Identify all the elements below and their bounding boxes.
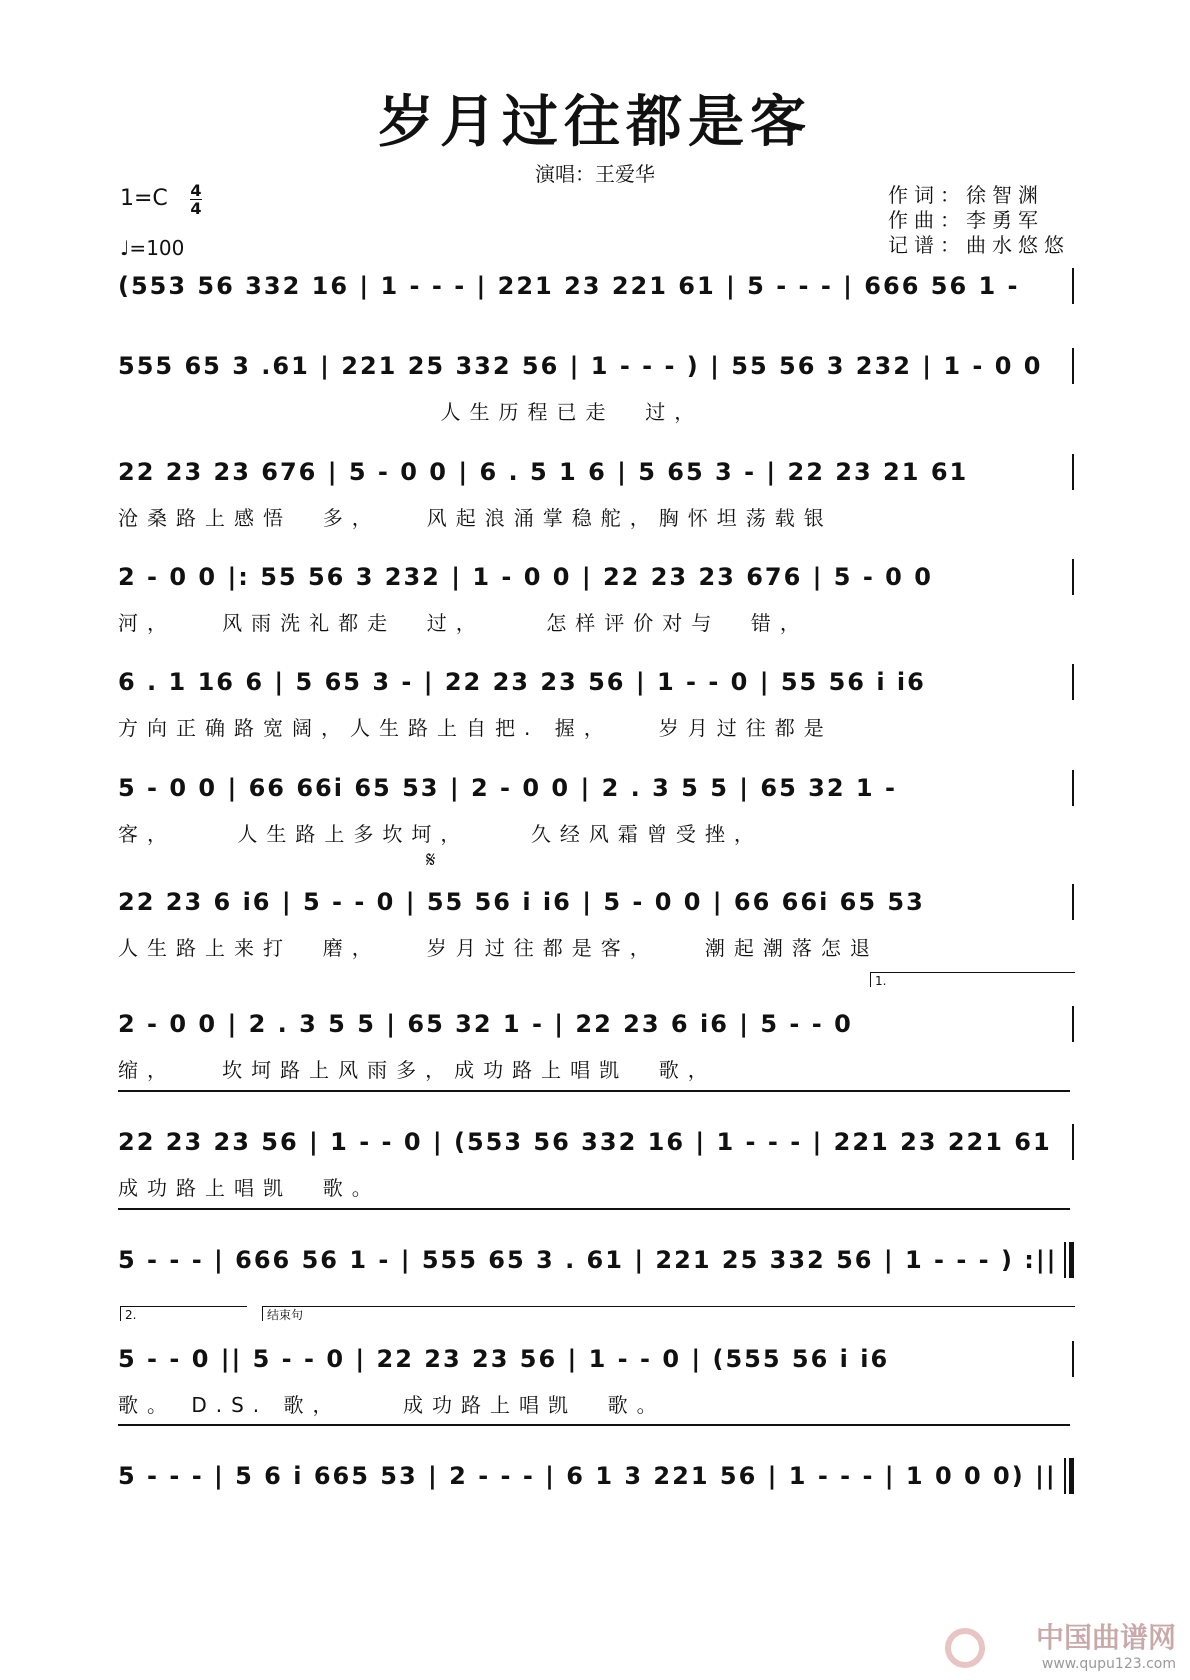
lyric-line: 成功路上唱凯 歌。	[118, 1176, 381, 1200]
note-sequence: 22 23 6 i6 | 5 - - 0 | 55 56 i i6 | 5 - 0 0 | 66 66i 65 53	[118, 888, 925, 916]
note-sequence: 22 23 23 676 | 5 - 0 0 | 6 . 5 1 6 | 5 65 3 - | 22 23 21 61	[118, 458, 969, 486]
separator-rule	[118, 1208, 1070, 1210]
ending-phrase: 结束句	[262, 1306, 1075, 1321]
lyricist: 作词：徐智渊	[888, 183, 1044, 207]
separator-rule	[118, 1090, 1070, 1092]
credits	[888, 183, 1070, 258]
note-sequence: 22 23 23 56 | 1 - - 0 | (553 56 332 16 | 1 - - - | 221 23 221 61	[118, 1128, 1052, 1156]
lyric-line: 歌。 D.S. 歌， 成功路上唱凯 歌。	[118, 1393, 666, 1417]
note-sequence: 5 - - 0 || 5 - - 0 | 22 23 23 56 | 1 - - 0 | (555 56 i i6	[118, 1345, 890, 1373]
score-title: 岁月过往都是客	[378, 89, 812, 155]
note-sequence: (553 56 332 16 | 1 - - - | 221 23 221 61 | 5 - - - | 666 56 1 -	[118, 272, 1020, 300]
separator-rule	[118, 1424, 1070, 1426]
bar-line	[1072, 1006, 1074, 1042]
bar-line	[1064, 1458, 1074, 1494]
transcriber: 记谱：曲水悠悠	[888, 233, 1070, 257]
bar-line	[1072, 268, 1074, 304]
note-sequence: 5 - - - | 5 6 i 665 53 | 2 - - - | 6 1 3 221 56 | 1 - - - | 1 0 0 0) ||	[118, 1462, 1057, 1490]
bar-line	[1064, 1242, 1074, 1278]
bar-line	[1072, 770, 1074, 806]
bar-line	[1072, 348, 1074, 384]
key-signature: 1=C	[120, 186, 168, 211]
time-bottom: 4	[190, 199, 202, 218]
volta-first: 1.	[870, 972, 1075, 987]
composer: 作曲：李勇军	[888, 208, 1044, 232]
lyric-line: 缩， 坎坷路上风雨多，成功路上唱凯 歌，	[118, 1058, 717, 1082]
lyric-line: 沧桑路上感悟 多， 风起浪涌掌稳舵，胸怀坦荡载银	[118, 506, 833, 530]
lyric-line: 客， 人生路上多坎坷， 久经风霜曾受挫，	[118, 822, 763, 846]
bar-line	[1072, 559, 1074, 595]
watermark-logo	[945, 1628, 985, 1668]
lyric-line: 河， 风雨洗礼都走 过， 怎样评价对与 错，	[118, 611, 809, 635]
bar-line	[1072, 1341, 1074, 1377]
lyric-line: 人生历程已走 过，	[118, 400, 704, 424]
bar-line	[1072, 454, 1074, 490]
watermark-name: 中国曲谱网	[1035, 1621, 1176, 1654]
volta-second: 2.	[120, 1306, 247, 1321]
note-sequence: 5 - - - | 666 56 1 - | 555 65 3 . 61 | 221 25 332 56 | 1 - - - ) :||	[118, 1246, 1058, 1274]
watermark-url: www.qupu123.com	[1041, 1656, 1176, 1672]
lyric-line: 方向正确路宽阔，人生路上自把. 握， 岁月过往都是	[118, 716, 833, 740]
note-sequence: 2 - 0 0 | 2 . 3 5 5 | 65 32 1 - | 22 23 6 i6 | 5 - - 0	[118, 1010, 853, 1038]
note-sequence: 2 - 0 0 |: 55 56 3 232 | 1 - 0 0 | 22 23 23 676 | 5 - 0 0	[118, 563, 933, 591]
segno-sign: 𝄋	[426, 848, 436, 873]
note-sequence: 5 - 0 0 | 66 66i 65 53 | 2 - 0 0 | 2 . 3 5 5 | 65 32 1 -	[118, 774, 897, 802]
singer: 演唱：王爱华	[535, 162, 655, 186]
watermark	[1036, 1616, 1176, 1672]
note-sequence: 6 . 1 16 6 | 5 65 3 - | 22 23 23 56 | 1 - - 0 | 55 56 i i6	[118, 668, 926, 696]
note-sequence: 555 65 3 .61 | 221 25 332 56 | 1 - - - ) | 55 56 3 232 | 1 - 0 0	[118, 352, 1043, 380]
lyric-line: 人生路上来打 磨， 岁月过往都是客， 潮起潮落怎退	[118, 936, 879, 960]
time-signature	[190, 182, 202, 217]
tempo: ♩=100	[120, 236, 185, 260]
bar-line	[1072, 884, 1074, 920]
time-top: 4	[190, 181, 202, 200]
bar-line	[1072, 1124, 1074, 1160]
bar-line	[1072, 664, 1074, 700]
